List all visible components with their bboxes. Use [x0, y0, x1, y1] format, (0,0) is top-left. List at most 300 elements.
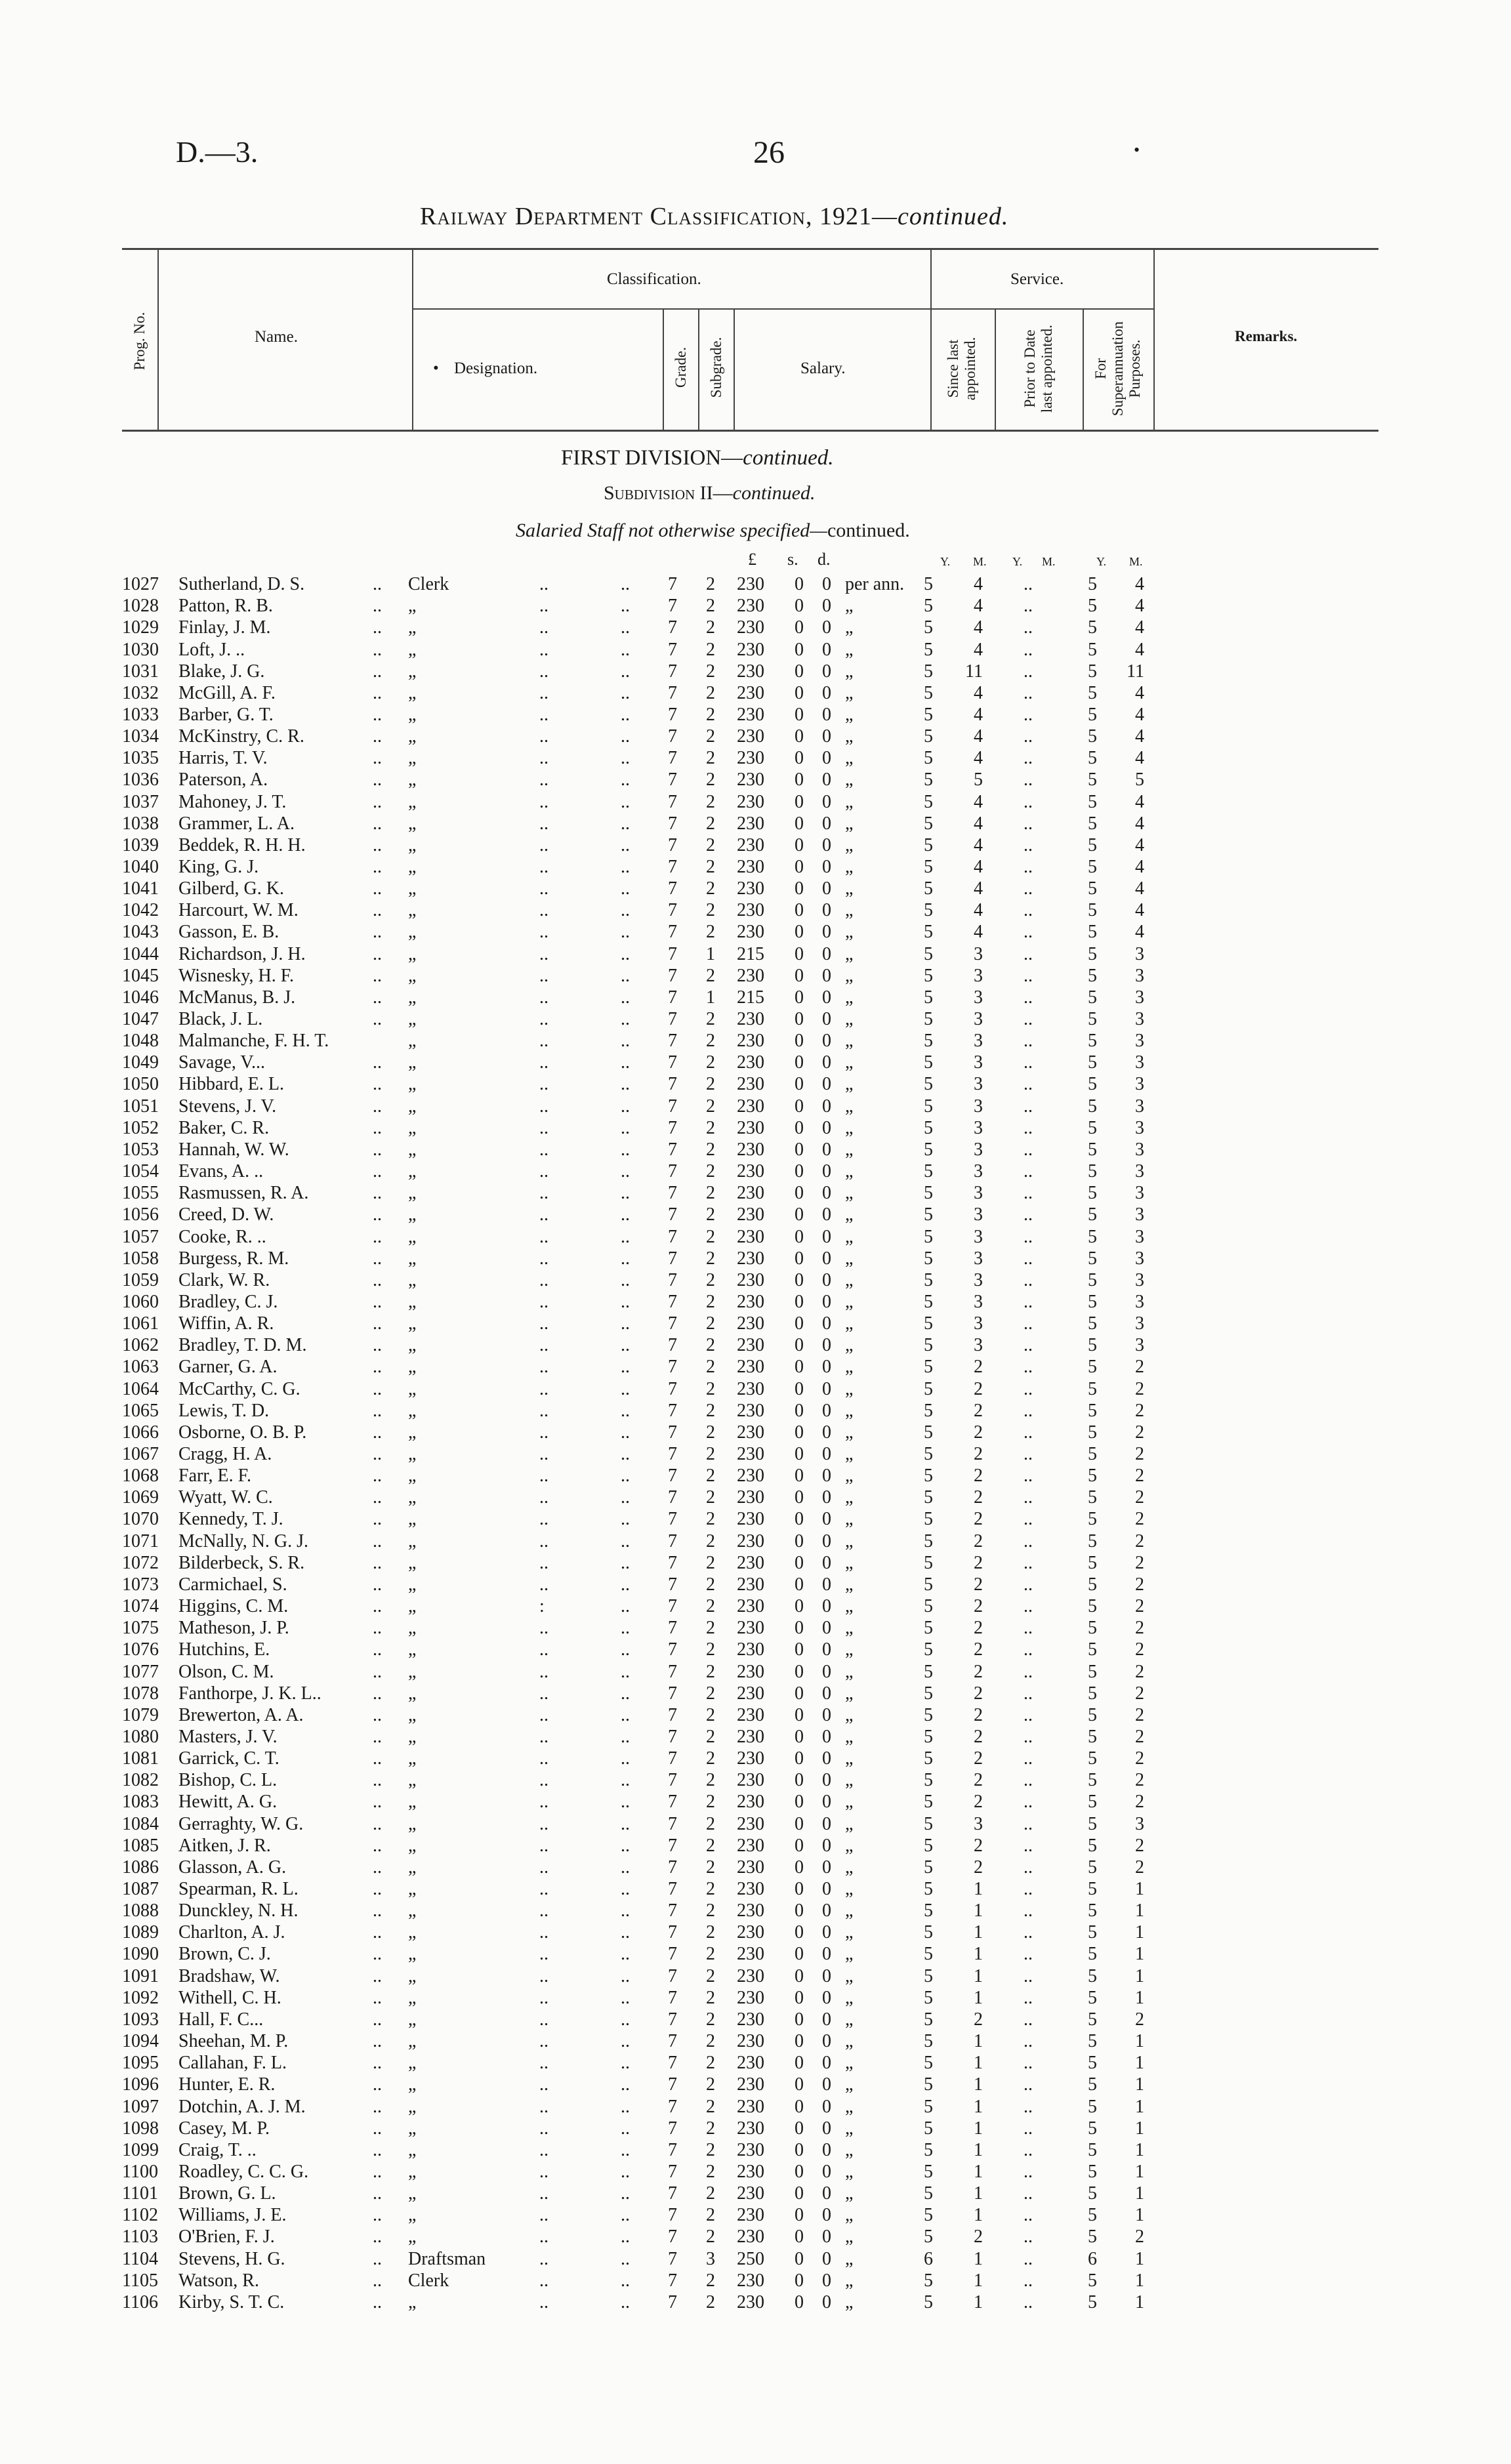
super-years: 5	[1088, 1574, 1097, 1595]
since-years: 5	[924, 965, 933, 986]
leader-dots: ..	[373, 2118, 382, 2139]
super-years: 5	[1088, 1313, 1097, 1334]
table-row	[0, 1857, 1511, 1878]
division-heading	[561, 446, 834, 470]
salary-period: „	[845, 1117, 854, 1138]
salary-pence: 0	[822, 922, 831, 943]
salary-pence: 0	[822, 1748, 831, 1769]
salary-pounds: 230	[737, 1965, 764, 1986]
header-bottom-rule	[122, 430, 1378, 432]
since-months: 2	[974, 1748, 983, 1769]
grade: 7	[668, 1618, 677, 1639]
salary-period: „	[845, 1965, 854, 1986]
designation: „	[408, 1683, 417, 1704]
salary-shillings: 0	[795, 1400, 804, 1421]
leader-dots: ..	[621, 1466, 630, 1487]
subgrade: 2	[706, 1944, 715, 1965]
prior-dots: ..	[1024, 1509, 1033, 1530]
leader-dots: ..	[621, 1792, 630, 1813]
leader-dots: ..	[373, 1879, 382, 1899]
salary-pounds: 230	[737, 1400, 764, 1421]
salary-period: „	[845, 2183, 854, 2204]
since-months: 2	[974, 1639, 983, 1660]
salary-shillings: 0	[795, 1183, 804, 1204]
leader-dots: ..	[373, 1357, 382, 1378]
salary-shillings: 0	[795, 1009, 804, 1029]
salary-pence: 0	[822, 1313, 831, 1334]
salary-pence: 0	[822, 1879, 831, 1899]
prior-dots: ..	[1024, 2096, 1033, 2117]
prior-dots: ..	[1024, 596, 1033, 617]
since-months: 1	[974, 2291, 983, 2312]
salary-pence: 0	[822, 596, 831, 617]
salary-pounds: 230	[737, 1509, 764, 1530]
prog-no: 1035	[122, 748, 159, 769]
designation: „	[408, 1748, 417, 1769]
salary-shillings: 0	[795, 1748, 804, 1769]
staff-name: Hall, F. C...	[178, 2009, 264, 2030]
leader-dots: ..	[621, 1900, 630, 1921]
prior-dots: ..	[1024, 1096, 1033, 1117]
designation: „	[408, 2053, 417, 2074]
super-years: 5	[1088, 857, 1097, 877]
salary-period: „	[845, 1661, 854, 1682]
super-years: 5	[1088, 2291, 1097, 2312]
salary-pounds: 230	[737, 1813, 764, 1834]
grade: 7	[668, 574, 677, 594]
salary-period: „	[845, 922, 854, 943]
prog-no: 1105	[122, 2270, 158, 2291]
salary-pence: 0	[822, 2096, 831, 2117]
salary-pounds: 230	[737, 878, 764, 899]
since-months: 2	[974, 1509, 983, 1530]
salary-pence: 0	[822, 813, 831, 834]
leader-dots: ..	[373, 1792, 382, 1813]
since-years: 5	[924, 661, 933, 682]
prior-dots: ..	[1024, 922, 1033, 943]
grade: 7	[668, 943, 677, 964]
salary-pounds: 230	[737, 1574, 764, 1595]
since-months: 1	[974, 1900, 983, 1921]
salary-shillings: 0	[795, 857, 804, 877]
subgrade: 2	[706, 1226, 715, 1247]
salary-period: „	[845, 1313, 854, 1334]
salary-pence: 0	[822, 748, 831, 769]
leader-dots: ..	[621, 1704, 630, 1725]
salary-pence: 0	[822, 1726, 831, 1747]
leader-dots: ..	[373, 943, 382, 964]
super-years: 5	[1088, 1835, 1097, 1856]
subdivision-cont: continued.	[732, 482, 816, 504]
subgrade: 2	[706, 965, 715, 986]
leader-dots: ..	[621, 1357, 630, 1378]
since-years: 5	[924, 1422, 933, 1443]
table-row	[0, 1313, 1511, 1334]
salary-shillings: 0	[795, 878, 804, 899]
prog-no: 1075	[122, 1618, 159, 1639]
staff-name: Hibbard, E. L.	[178, 1074, 284, 1095]
staff-name: Garner, G. A.	[178, 1357, 278, 1378]
salary-period: „	[845, 1139, 854, 1160]
salary-period: „	[845, 1466, 854, 1487]
leader-dots: ..	[621, 1618, 630, 1639]
super-years: 5	[1088, 1466, 1097, 1487]
leader-dots: ..	[539, 1204, 549, 1225]
subgrade: 2	[706, 1357, 715, 1378]
super-months: 2	[1135, 1466, 1144, 1487]
designation: „	[408, 1466, 417, 1487]
staff-name: Richardson, J. H.	[178, 943, 306, 964]
prior-dots: ..	[1024, 2118, 1033, 2139]
leader-dots: ..	[373, 987, 382, 1008]
prior-dots: ..	[1024, 1987, 1033, 2008]
super-years: 5	[1088, 1661, 1097, 1682]
leader-dots: ..	[621, 1965, 630, 1986]
super-years: 5	[1088, 1378, 1097, 1399]
since-months: 4	[974, 682, 983, 703]
leader-dots: ..	[539, 1618, 549, 1639]
subgrade: 2	[706, 791, 715, 812]
header-designation-mark: •	[433, 359, 439, 377]
salary-shillings: 0	[795, 1422, 804, 1443]
since-years: 5	[924, 1226, 933, 1247]
salary-period: „	[845, 900, 854, 921]
salary-pounds: 230	[737, 1204, 764, 1225]
super-months: 2	[1135, 1530, 1144, 1551]
leader-dots: ..	[373, 2183, 382, 2204]
designation: „	[408, 2139, 417, 2160]
salary-period: „	[845, 1378, 854, 1399]
super-months: 1	[1135, 2053, 1144, 2074]
prog-no: 1042	[122, 900, 159, 921]
staff-name: Savage, V...	[178, 1052, 265, 1073]
leader-dots: ..	[539, 2074, 549, 2095]
grade: 7	[668, 682, 677, 703]
unit-m-since: M.	[973, 555, 987, 568]
prog-no: 1071	[122, 1530, 159, 1551]
salary-period: „	[845, 1444, 854, 1464]
designation: „	[408, 2205, 417, 2226]
designation: „	[408, 1074, 417, 1095]
super-years: 5	[1088, 1879, 1097, 1899]
leader-dots: ..	[539, 726, 549, 747]
prog-no: 1088	[122, 1900, 159, 1921]
salary-pence: 0	[822, 878, 831, 899]
leader-dots: ..	[373, 748, 382, 769]
grade: 7	[668, 1552, 677, 1573]
leader-dots: ..	[621, 1444, 630, 1464]
since-years: 5	[924, 1052, 933, 1073]
salary-shillings: 0	[795, 900, 804, 921]
leader-dots: ..	[373, 1313, 382, 1334]
staff-name: Aitken, J. R.	[178, 1835, 271, 1856]
prog-no: 1069	[122, 1487, 159, 1508]
subgrade: 2	[706, 1052, 715, 1073]
subgrade: 2	[706, 1661, 715, 1682]
prog-no: 1063	[122, 1357, 159, 1378]
leader-dots: ..	[621, 1183, 630, 1204]
salary-pence: 0	[822, 1574, 831, 1595]
salary-pence: 0	[822, 1400, 831, 1421]
table-row	[0, 1334, 1511, 1356]
leader-dots: ..	[539, 2118, 549, 2139]
staff-name: Gerraghty, W. G.	[178, 1813, 304, 1834]
grade: 7	[668, 791, 677, 812]
leader-dots: ..	[621, 617, 630, 638]
super-years: 5	[1088, 1052, 1097, 1073]
super-months: 3	[1135, 1226, 1144, 1247]
leader-dots: ..	[373, 900, 382, 921]
staff-name: Bilderbeck, S. R.	[178, 1552, 305, 1573]
table-row	[0, 899, 1511, 921]
salary-pence: 0	[822, 1096, 831, 1117]
grade: 7	[668, 2183, 677, 2204]
unit-m-super: M.	[1129, 555, 1143, 568]
grade: 7	[668, 1661, 677, 1682]
subgrade: 2	[706, 1683, 715, 1704]
salary-pounds: 230	[737, 726, 764, 747]
leader-dots: ..	[373, 1444, 382, 1464]
grade: 7	[668, 1965, 677, 1986]
leader-dots: ..	[621, 943, 630, 964]
table-row	[0, 1182, 1511, 1204]
salary-shillings: 0	[795, 987, 804, 1008]
salary-pence: 0	[822, 1530, 831, 1551]
leader-dots: ..	[373, 2074, 382, 2095]
prior-dots: ..	[1024, 2248, 1033, 2269]
prior-dots: ..	[1024, 834, 1033, 855]
designation: „	[408, 1313, 417, 1334]
staff-name: Charlton, A. J.	[178, 1922, 285, 1943]
salary-pence: 0	[822, 1161, 831, 1181]
salary-shillings: 0	[795, 1074, 804, 1095]
since-years: 5	[924, 2227, 933, 2248]
grade: 7	[668, 1269, 677, 1290]
subgrade: 2	[706, 639, 715, 660]
since-months: 4	[974, 878, 983, 899]
since-months: 1	[974, 1922, 983, 1943]
super-years: 5	[1088, 661, 1097, 682]
prior-dots: ..	[1024, 1574, 1033, 1595]
since-years: 5	[924, 1248, 933, 1269]
subgrade: 2	[706, 1792, 715, 1813]
table-row	[0, 1769, 1511, 1791]
salary-pence: 0	[822, 1596, 831, 1617]
leader-dots: ..	[621, 1378, 630, 1399]
prog-no: 1076	[122, 1639, 159, 1660]
designation: „	[408, 1965, 417, 1986]
super-months: 2	[1135, 1748, 1144, 1769]
staff-name: McManus, B. J.	[178, 987, 296, 1008]
leader-dots: ..	[621, 1813, 630, 1834]
leader-dots: ..	[621, 1248, 630, 1269]
salary-pounds: 230	[737, 2031, 764, 2051]
leader-dots: ..	[373, 2053, 382, 2074]
table-row	[0, 1791, 1511, 1813]
designation: „	[408, 1770, 417, 1791]
salary-period: „	[845, 2161, 854, 2182]
designation: „	[408, 2291, 417, 2312]
table-row	[0, 1487, 1511, 1508]
since-months: 2	[974, 1422, 983, 1443]
staff-name: Brewerton, A. A.	[178, 1704, 304, 1725]
table-row	[0, 1508, 1511, 1530]
table-row	[0, 1465, 1511, 1487]
since-months: 5	[974, 770, 983, 791]
salary-shillings: 0	[795, 1857, 804, 1878]
prior-dots: ..	[1024, 2227, 1033, 2248]
leader-dots: ..	[539, 1009, 549, 1029]
salary-pounds: 230	[737, 2053, 764, 2074]
salary-shillings: 0	[795, 574, 804, 594]
salary-pounds: 230	[737, 1683, 764, 1704]
table-row	[0, 1987, 1511, 2009]
since-years: 5	[924, 1530, 933, 1551]
table-row	[0, 769, 1511, 791]
salary-shillings: 0	[795, 1965, 804, 1986]
since-years: 5	[924, 596, 933, 617]
leader-dots: ..	[373, 1596, 382, 1617]
designation: „	[408, 1183, 417, 1204]
subgrade: 2	[706, 704, 715, 725]
prior-dots: ..	[1024, 1922, 1033, 1943]
staff-name: Brown, G. L.	[178, 2183, 276, 2204]
salary-pence: 0	[822, 639, 831, 660]
unit-y-since: Y.	[940, 555, 951, 568]
staff-name: Clark, W. R.	[178, 1269, 270, 1290]
since-years: 5	[924, 1748, 933, 1769]
staff-name: Hannah, W. W.	[178, 1139, 289, 1160]
salary-pounds: 230	[737, 1792, 764, 1813]
salary-period: „	[845, 726, 854, 747]
salary-pence: 0	[822, 1335, 831, 1356]
since-months: 2	[974, 1466, 983, 1487]
prog-no: 1052	[122, 1117, 159, 1138]
since-years: 5	[924, 1726, 933, 1747]
since-months: 2	[974, 1552, 983, 1573]
salary-period: „	[845, 1552, 854, 1573]
salary-pence: 0	[822, 791, 831, 812]
staff-name: O'Brien, F. J.	[178, 2227, 275, 2248]
prior-dots: ..	[1024, 1139, 1033, 1160]
division-cont: continued.	[743, 446, 834, 470]
salary-pounds: 230	[737, 1292, 764, 1312]
designation: „	[408, 2096, 417, 2117]
salary-pounds: 230	[737, 1313, 764, 1334]
prog-no: 1101	[122, 2183, 158, 2204]
since-years: 5	[924, 2118, 933, 2139]
salary-pounds: 230	[737, 1987, 764, 2008]
salary-pounds: 230	[737, 574, 764, 594]
designation: „	[408, 1031, 417, 1052]
super-years: 5	[1088, 1683, 1097, 1704]
since-years: 5	[924, 1204, 933, 1225]
leader-dots: ..	[621, 661, 630, 682]
subgrade: 2	[706, 1530, 715, 1551]
salary-pounds: 230	[737, 770, 764, 791]
super-years: 5	[1088, 1857, 1097, 1878]
prog-no: 1030	[122, 639, 159, 660]
salary-pence: 0	[822, 1922, 831, 1943]
header-grade: Grade.	[673, 347, 689, 388]
designation: „	[408, 1835, 417, 1856]
leader-dots: ..	[539, 1944, 549, 1965]
since-months: 4	[974, 574, 983, 594]
designation: „	[408, 1335, 417, 1356]
division-label: FIRST DIVISION—	[561, 446, 743, 470]
prior-dots: ..	[1024, 770, 1033, 791]
salary-period: „	[845, 2074, 854, 2095]
table-row	[0, 2248, 1511, 2270]
designation: „	[408, 1248, 417, 1269]
designation: „	[408, 1792, 417, 1813]
salary-period: per ann.	[845, 574, 905, 594]
prior-dots: ..	[1024, 1770, 1033, 1791]
grade: 7	[668, 922, 677, 943]
super-years: 5	[1088, 1357, 1097, 1378]
grade: 7	[668, 1292, 677, 1312]
grade: 7	[668, 813, 677, 834]
super-months: 3	[1135, 1183, 1144, 1204]
grade: 7	[668, 2118, 677, 2139]
salary-period: „	[845, 1335, 854, 1356]
salary-period: „	[845, 2205, 854, 2226]
salary-pence: 0	[822, 1226, 831, 1247]
designation: „	[408, 1596, 417, 1617]
staff-name: Watson, R.	[178, 2270, 259, 2291]
leader-dots: ..	[621, 1726, 630, 1747]
since-months: 1	[974, 2183, 983, 2204]
salary-pounds: 230	[737, 1835, 764, 1856]
salary-shillings: 0	[795, 1639, 804, 1660]
subgrade: 2	[706, 2227, 715, 2248]
salary-period: „	[845, 987, 854, 1008]
salary-shillings: 0	[795, 1835, 804, 1856]
subgrade: 2	[706, 1400, 715, 1421]
super-years: 5	[1088, 834, 1097, 855]
salary-pounds: 230	[737, 791, 764, 812]
leader-dots: ..	[621, 748, 630, 769]
staff-name: Casey, M. P.	[178, 2118, 270, 2139]
leader-dots: ..	[621, 813, 630, 834]
leader-dots: ..	[539, 1400, 549, 1421]
prior-dots: ..	[1024, 791, 1033, 812]
super-years: 5	[1088, 1161, 1097, 1181]
table-row	[0, 1378, 1511, 1400]
salary-period: „	[845, 1726, 854, 1747]
since-years: 5	[924, 2096, 933, 2117]
prior-dots: ..	[1024, 2053, 1033, 2074]
super-months: 3	[1135, 1117, 1144, 1138]
super-years: 5	[1088, 1509, 1097, 1530]
leader-dots: ..	[539, 1835, 549, 1856]
header-service: Service.	[1010, 270, 1064, 288]
staff-name: Dotchin, A. J. M.	[178, 2096, 306, 2117]
prog-no: 1064	[122, 1378, 159, 1399]
grade: 7	[668, 639, 677, 660]
designation: „	[408, 1400, 417, 1421]
since-years: 5	[924, 1183, 933, 1204]
salary-pounds: 230	[737, 2270, 764, 2291]
leader-dots: ..	[539, 1726, 549, 1747]
subgrade: 2	[706, 661, 715, 682]
salary-shillings: 0	[795, 1770, 804, 1791]
prior-dots: ..	[1024, 1357, 1033, 1378]
since-months: 1	[974, 2205, 983, 2226]
grade: 7	[668, 1313, 677, 1334]
salary-shillings: 0	[795, 704, 804, 725]
col-rule-4	[698, 308, 699, 430]
